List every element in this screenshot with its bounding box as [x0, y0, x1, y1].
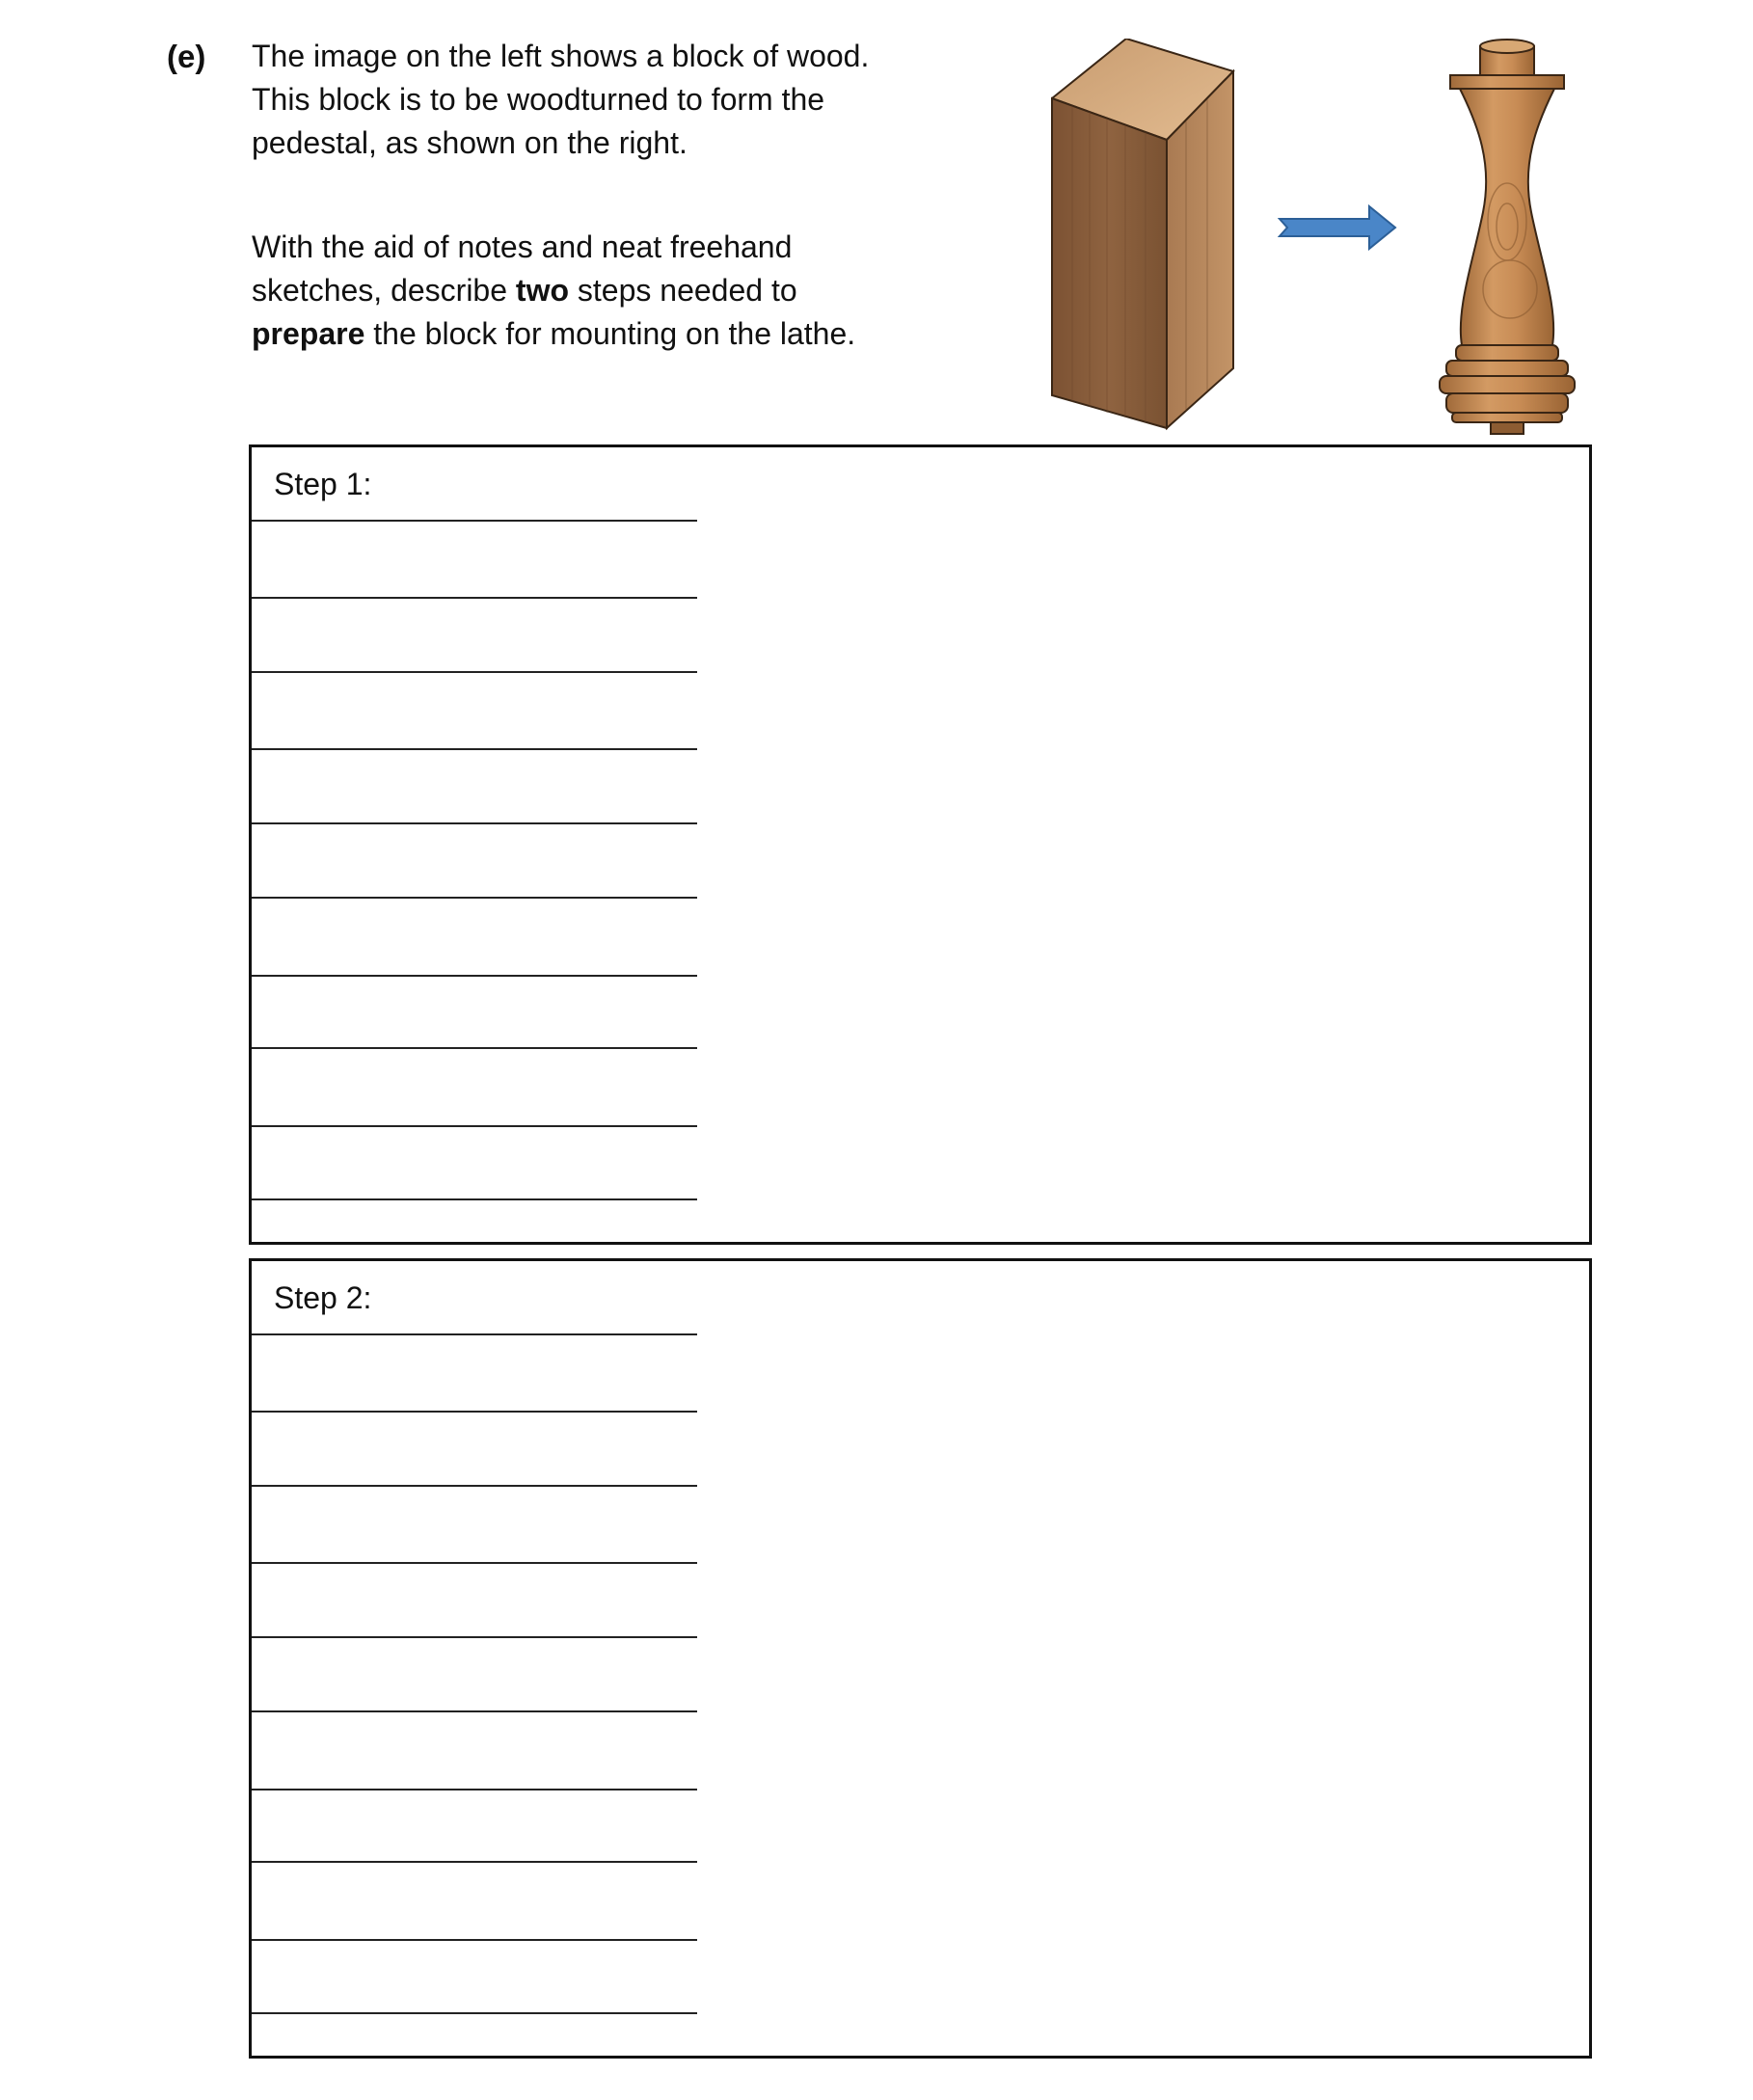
turned-pedestal-icon — [1435, 39, 1579, 439]
answer-box-step-1[interactable] — [249, 444, 1592, 1245]
answer-line — [252, 1789, 697, 1790]
instruction-line-3 — [252, 312, 1023, 356]
step-1-label: Step 1: — [274, 467, 372, 501]
answer-line — [252, 1636, 697, 1638]
emphasis-prepare: prepare — [252, 316, 365, 351]
intro-line-2: This block is to be woodturned to form the — [252, 82, 825, 117]
instruction-text: sketches, describe — [252, 273, 516, 308]
answer-line — [252, 1333, 697, 1335]
answer-line — [252, 671, 697, 673]
emphasis-two: two — [515, 273, 569, 308]
intro-line-1: The image on the left shows a block of wood. — [252, 39, 870, 73]
answer-line — [252, 1198, 697, 1200]
wood-block-icon — [1051, 39, 1244, 434]
answer-line — [252, 2012, 697, 2014]
answer-line — [252, 1710, 697, 1712]
answer-line — [252, 1939, 697, 1941]
answer-line — [252, 1562, 697, 1564]
instruction-text: steps needed to — [569, 273, 797, 308]
answer-line — [252, 897, 697, 899]
answer-line — [252, 597, 697, 599]
answer-line — [252, 975, 697, 977]
instruction-text: the block for mounting on the lathe. — [364, 316, 856, 351]
intro-line-3: pedestal, as shown on the right. — [252, 125, 688, 160]
answer-line — [252, 1047, 697, 1049]
answer-line — [252, 1411, 697, 1413]
instruction-line-1: With the aid of notes and neat freehand — [252, 229, 793, 264]
answer-box-step-2[interactable] — [249, 1258, 1592, 2059]
instruction-line-2 — [252, 269, 1023, 312]
answer-line — [252, 520, 697, 522]
question-intro — [252, 35, 1023, 165]
answer-line — [252, 1861, 697, 1863]
step-2-label: Step 2: — [274, 1280, 372, 1315]
right-arrow-icon — [1278, 204, 1398, 251]
answer-line — [252, 822, 697, 824]
answer-line — [252, 1125, 697, 1127]
question-label: (e) — [167, 39, 206, 74]
answer-line — [252, 748, 697, 750]
question-instruction — [252, 226, 1023, 356]
answer-line — [252, 1485, 697, 1487]
